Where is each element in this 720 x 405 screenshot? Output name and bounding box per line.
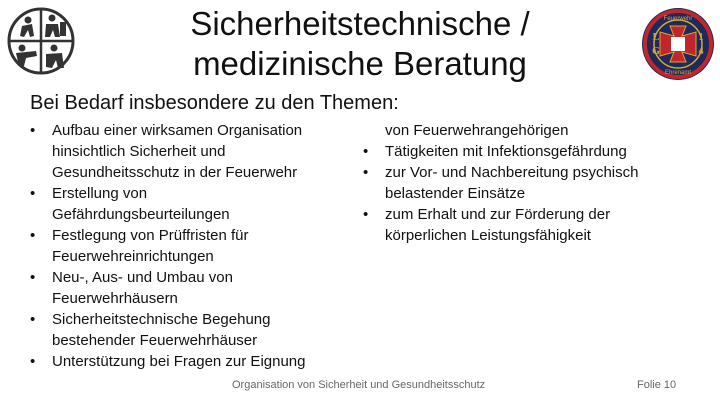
bullet-marker: • bbox=[30, 185, 36, 202]
bullet-marker: • bbox=[363, 164, 369, 181]
slide-subtitle: Bei Bedarf insbesondere zu den Themen: bbox=[30, 92, 399, 114]
bullet-marker: • bbox=[363, 206, 369, 223]
bullet-item-infektionsgefaehrdung bbox=[363, 141, 683, 162]
bullet-marker: • bbox=[30, 311, 36, 328]
bullet-line: bestehender Feuerwehrhäuser bbox=[52, 332, 258, 349]
bullet-item-leistungsfaehigkeit bbox=[363, 204, 683, 246]
bullet-marker: • bbox=[30, 122, 36, 139]
bullet-line: Gefährdungsbeurteilungen bbox=[52, 206, 230, 223]
left-bullet-list bbox=[30, 120, 350, 372]
right-bullet-list bbox=[363, 120, 683, 246]
bullet-line: zum Erhalt und zur Förderung der bbox=[385, 206, 611, 223]
title-line-2: medizinische Beratung bbox=[193, 45, 527, 82]
badge-top-text: Feuerwehr bbox=[663, 16, 693, 22]
bullet-marker: • bbox=[30, 353, 36, 370]
footer-text: Organisation von Sicherheit und Gesundheitsschutz bbox=[232, 379, 486, 391]
bullet-continuation bbox=[363, 120, 683, 141]
badge-left-bottom: G bbox=[652, 46, 660, 57]
bullet-line: Sicherheitstechnische Begehung bbox=[52, 311, 271, 328]
bullet-line: Festlegung von Prüffristen für bbox=[52, 227, 249, 244]
badge-bottom-text: Ehrenamt bbox=[664, 70, 692, 76]
slide-number: Folie 10 bbox=[637, 379, 677, 391]
bullet-line: Feuerwehreinrichtungen bbox=[52, 248, 214, 265]
bullet-item-gefaehrdungsbeurteilungen bbox=[30, 183, 350, 225]
bullet-item-begehung bbox=[30, 309, 350, 351]
bullet-line: zur Vor- und Nachbereitung psychisch bbox=[385, 164, 639, 181]
bullet-line: Gesundheitsschutz in der Feuerwehr bbox=[52, 164, 298, 181]
bullet-line: körperlichen Leistungsfähigkeit bbox=[385, 227, 591, 244]
bullet-item-umbau bbox=[30, 267, 350, 309]
bullet-item-eignung bbox=[30, 351, 350, 372]
bullet-item-organisation bbox=[30, 120, 350, 183]
bullet-line: Tätigkeiten mit Infektionsgefährdung bbox=[385, 143, 627, 160]
bullet-line: Unterstützung bei Fragen zur Eignung bbox=[52, 353, 306, 370]
badge-right-bottom: 4 bbox=[698, 46, 704, 57]
bullet-line: belastender Einsätze bbox=[385, 185, 526, 202]
bullet-line: Aufbau einer wirksamen Organisation bbox=[52, 122, 303, 139]
badge-right-top: 1 bbox=[698, 32, 704, 43]
bullet-line: Erstellung von bbox=[52, 185, 148, 202]
bullet-marker: • bbox=[30, 227, 36, 244]
badge-left-top: L bbox=[652, 32, 660, 43]
bullet-line: Neu-, Aus- und Umbau von bbox=[52, 269, 233, 286]
slide-title bbox=[100, 4, 620, 84]
fire-department-emblem-logo bbox=[6, 6, 76, 76]
bullet-item-psychisch-belastend bbox=[363, 162, 683, 204]
bullet-marker: • bbox=[30, 269, 36, 286]
bullet-line: hinsichtlich Sicherheit und bbox=[52, 143, 226, 160]
bullet-marker: • bbox=[363, 143, 369, 160]
bullet-item-prueffristen bbox=[30, 225, 350, 267]
title-line-1: Sicherheitstechnische / bbox=[190, 5, 530, 42]
bullet-line: von Feuerwehrangehörigen bbox=[385, 122, 569, 139]
bullet-line: Feuerwehrhäusern bbox=[52, 290, 178, 307]
fire-brigade-badge-logo bbox=[640, 6, 716, 82]
